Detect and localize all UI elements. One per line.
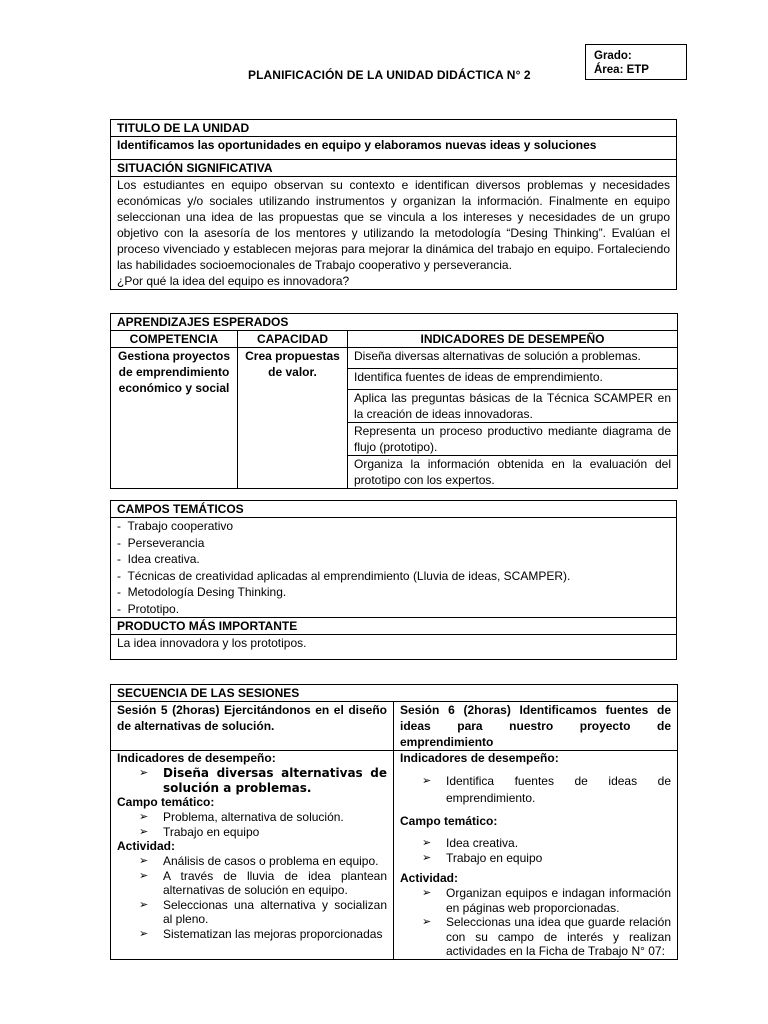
list-item: ➢ Diseña diversas alternativas de solución a problemas. [139, 766, 387, 795]
list-item: ➢ Problema, alternativa de solución. [139, 810, 344, 824]
s5-indicadores-list [117, 766, 387, 795]
sesion-6-title: Sesión 6 (2horas) Identificamos fuentes de ideas para nuestro proyecto de emprendimiento [394, 702, 678, 751]
producto-value: La idea innovadora y los prototipos. [111, 635, 677, 660]
arrow-bullet-icon: ➢ [139, 825, 149, 838]
secuencia-table [110, 684, 678, 960]
titulo-label: TITULO DE LA UNIDAD [111, 120, 677, 137]
campos-table [110, 500, 677, 660]
s6-actividad-list [400, 886, 671, 959]
arrow-bullet-icon: ➢ [139, 927, 149, 940]
arrow-bullet-icon: ➢ [139, 855, 149, 867]
situacion-question: ¿Por qué la idea del equipo es innovadora? [117, 274, 350, 288]
indicador-row: Aplica las preguntas básicas de la Técnica SCAMPER en la creación de ideas innovadoras. [348, 390, 678, 423]
arrow-bullet-icon: ➢ [422, 916, 432, 928]
arrow-bullet-icon: ➢ [139, 811, 149, 823]
grado-label: Grado: [594, 50, 632, 62]
sesion-5-title: Sesión 5 (2horas) Ejercitándonos en el diseño de alternativas de solución. [111, 702, 394, 751]
list-item: ➢ Idea creativa. [422, 836, 519, 850]
s5-indicadores-label: Indicadores de desempeño: [117, 751, 276, 765]
indicador-row: Diseña diversas alternativas de solución a problemas. [348, 348, 678, 369]
competencia-value: Gestiona proyectos de emprendimiento económico y social [111, 348, 238, 489]
list-item: ➢ Organizan equipos e indagan información en páginas web proporcionadas. [422, 886, 672, 915]
sesion-6-body [394, 751, 678, 960]
list-item: ➢ Análisis de casos o problema en equipo. [139, 854, 379, 868]
arrow-bullet-icon: ➢ [139, 898, 149, 911]
indicador-row: Identifica fuentes de ideas de emprendimiento. [348, 369, 678, 390]
list-item: - Idea creativa. [117, 552, 200, 566]
situacion-text: Los estudiantes en equipo observan su contexto e identifican diversos problemas y necesidades económicas y/o sociales utilizando instrumentos y organizan la información. Finalmente en equipo seleccionan una idea de las propuestas que se vincula a los intereses y necesidades de un grupo objetivo con la asesoría de los mentores y utilizando la metodología “Desing Thinking”. Evalúan el proceso vivenciado y establecen mejoras para mejorar la dinámica del trabajo en equipo. Fortaleciendo las habilidades socioemocionales de Trabajo cooperativo y perseverancia. [117, 178, 670, 272]
list-item: ➢ Trabajo en equipo [422, 850, 543, 865]
campos-cell [111, 518, 677, 618]
page-title: PLANIFICACIÓN DE LA UNIDAD DIDÁCTICA N° 2 [248, 68, 531, 82]
s6-indicadores-label: Indicadores de desempeño: [400, 751, 559, 765]
s6-indicadores-list [400, 773, 671, 807]
area-label: Área: ETP [594, 64, 649, 76]
s6-campo-label: Campo temático: [400, 814, 498, 828]
col-indicadores: INDICADORES DE DESEMPEÑO [348, 331, 678, 348]
arrow-bullet-icon: ➢ [422, 775, 432, 787]
s5-campo-list [117, 810, 387, 839]
col-capacidad: CAPACIDAD [238, 331, 348, 348]
list-item: - Perseverancia [117, 535, 205, 550]
producto-label: PRODUCTO MÁS IMPORTANTE [111, 618, 677, 635]
unidad-table [110, 119, 677, 290]
aprendizajes-table [110, 313, 678, 489]
list-item: ➢ Seleccionas una alternativa y socializan al pleno. [139, 897, 387, 926]
secuencia-label: SECUENCIA DE LAS SESIONES [111, 685, 678, 702]
situacion-label: SITUACIÓN SIGNIFICATIVA [111, 160, 677, 177]
situacion-cell [111, 177, 677, 290]
titulo-value: Identificamos las oportunidades en equipo y elaboramos nuevas ideas y soluciones [111, 137, 677, 160]
s5-campo-label: Campo temático: [117, 795, 215, 809]
campos-label: CAMPOS TEMÁTICOS [111, 501, 677, 518]
arrow-bullet-icon: ➢ [422, 887, 432, 899]
indicador-row: Representa un proceso productivo mediante diagrama de flujo (prototipo). [348, 423, 678, 456]
list-item: ➢ Trabajo en equipo [139, 824, 260, 839]
s5-actividad-list [117, 854, 387, 941]
s6-campo-list [400, 836, 671, 865]
list-item: - Trabajo cooperativo [117, 519, 234, 533]
sesion-5-body [111, 751, 394, 960]
arrow-bullet-icon: ➢ [139, 869, 149, 882]
grado-area-box [585, 44, 687, 80]
arrow-bullet-icon: ➢ [422, 851, 432, 864]
indicador-row: Organiza la información obtenida en la evaluación del prototipo con los expertos. [348, 456, 678, 489]
list-item: - Técnicas de creatividad aplicadas al emprendimiento (Lluvia de ideas, SCAMPER). [117, 568, 571, 583]
campos-list [117, 518, 670, 617]
arrow-bullet-icon: ➢ [139, 766, 149, 779]
list-item: ➢ Sistematizan las mejoras proporcionadas [139, 926, 383, 941]
list-item: ➢ A través de lluvia de idea plantean alternativas de solución en equipo. [139, 868, 387, 897]
s5-actividad-label: Actividad: [117, 839, 176, 853]
aprendizajes-label: APRENDIZAJES ESPERADOS [111, 314, 678, 331]
arrow-bullet-icon: ➢ [422, 837, 432, 849]
col-competencia: COMPETENCIA [111, 331, 238, 348]
capacidad-value: Crea propuestas de valor. [238, 348, 348, 489]
list-item: - Metodología Desing Thinking. [117, 585, 287, 599]
list-item: ➢ Identifica fuentes de ideas de emprendimiento. [422, 774, 672, 805]
list-item: - Prototipo. [117, 601, 180, 616]
s6-actividad-label: Actividad: [400, 871, 459, 885]
list-item: ➢ Seleccionas una idea que guarde relación con su campo de interés y realizan actividades en la Ficha de Trabajo N° 07: [422, 915, 672, 958]
